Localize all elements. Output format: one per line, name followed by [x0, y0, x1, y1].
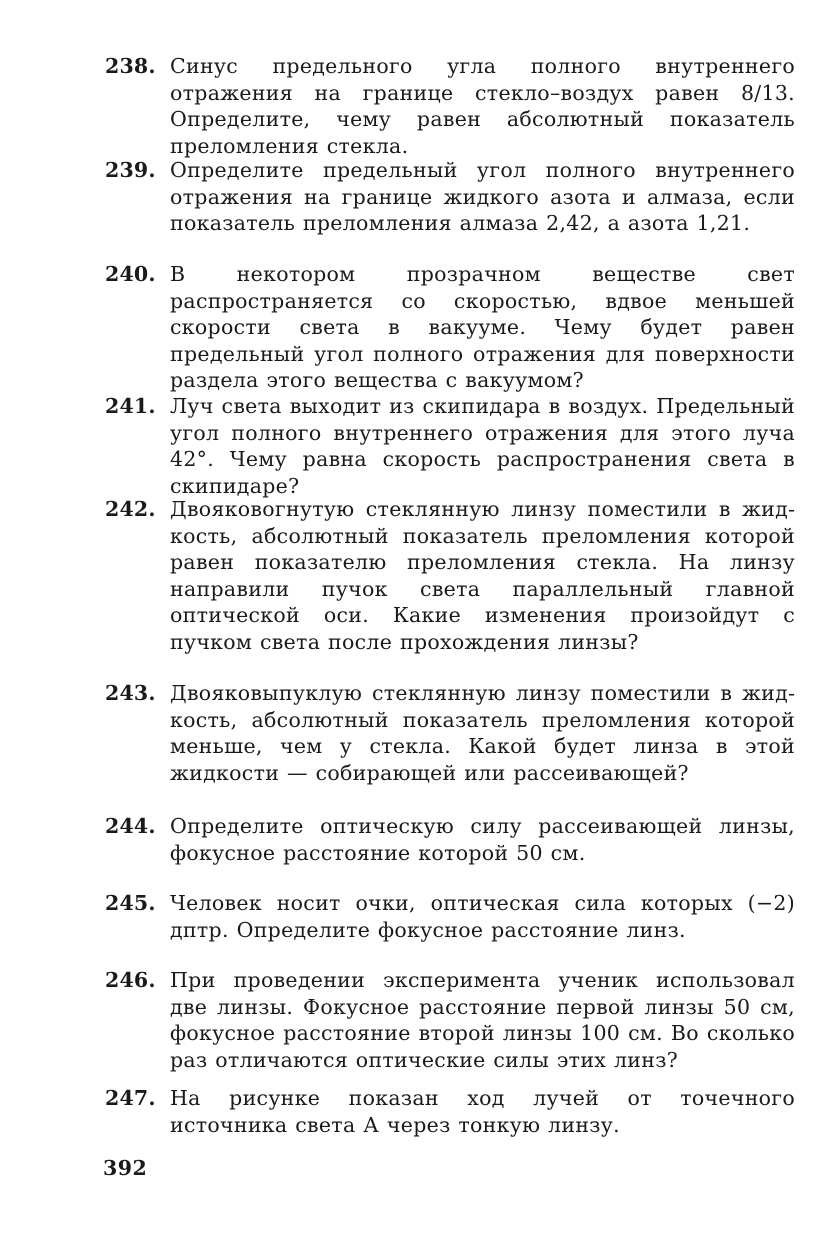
- problem-text: Определите предельный угол полного внутреннего отражения на границе жидкого азота и алмаза, если показатель преломления алмаза 2,42, а азота 1,21.: [170, 158, 795, 235]
- problem-text: При проведении эксперимента ученик использовал две линзы. Фокусное расстояние первой линзы 50 см, фокусное расстояние второй линзы 100 см. Во сколько раз отличаются оптические силы этих линз?: [170, 968, 795, 1072]
- problem-text: Двояковыпуклую стеклянную линзу поместили в жидкость, абсолютный показатель преломления которой меньше, чем у стекла. Какой будет линза в этой жидкости — собирающей или рассеивающей?: [170, 681, 795, 785]
- problem-number: 242.: [105, 497, 156, 521]
- problem-number: 240.: [105, 262, 156, 286]
- problem-text: Двояковогнутую стеклянную линзу поместили в жидкость, абсолютный показатель преломления которой равен показателю преломления стекла. На линзу направили пучок света параллельный главной оптической оси. Какие изменения произойдут с пучком света после прохождения линзы?: [170, 497, 795, 654]
- problem-number: 239.: [105, 158, 156, 182]
- problem-text: На рисунке показан ход лучей от точечного источника света А через тонкую линзу.: [170, 1086, 795, 1137]
- problem-number: 245.: [105, 891, 156, 915]
- problem-number: 247.: [105, 1086, 156, 1110]
- problem-text: Человек носит очки, оптическая сила которых (−2) дптр. Определите фокусное расстояние линз.: [170, 891, 795, 942]
- page-number: 392: [103, 1156, 148, 1180]
- problem-number: 243.: [105, 681, 156, 705]
- problem-number: 238.: [105, 54, 156, 78]
- problem-text: Определите оптическую силу рассеивающей линзы, фокусное расстояние которой 50 см.: [170, 814, 795, 865]
- problem-text: Луч света выходит из скипидара в воздух. Предельный угол полного внутреннего отражения для этого луча 42°. Чему равна скорость распространения света в скипидаре?: [170, 394, 795, 498]
- problem-text: В некотором прозрачном веществе свет распространяется со скоростью, вдвое меньшей скорости света в вакууме. Чему будет равен предельный угол полного отражения для поверхности раздела этого вещества с вакуумом?: [170, 262, 795, 392]
- problem-text: Синус предельного угла полного внутреннего отражения на границе стекло–воздух равен 8/13. Определите, чему равен абсолютный показатель преломления стекла.: [170, 54, 795, 158]
- problem-number: 241.: [105, 394, 156, 418]
- problem-number: 246.: [105, 968, 156, 992]
- problem-number: 244.: [105, 814, 156, 838]
